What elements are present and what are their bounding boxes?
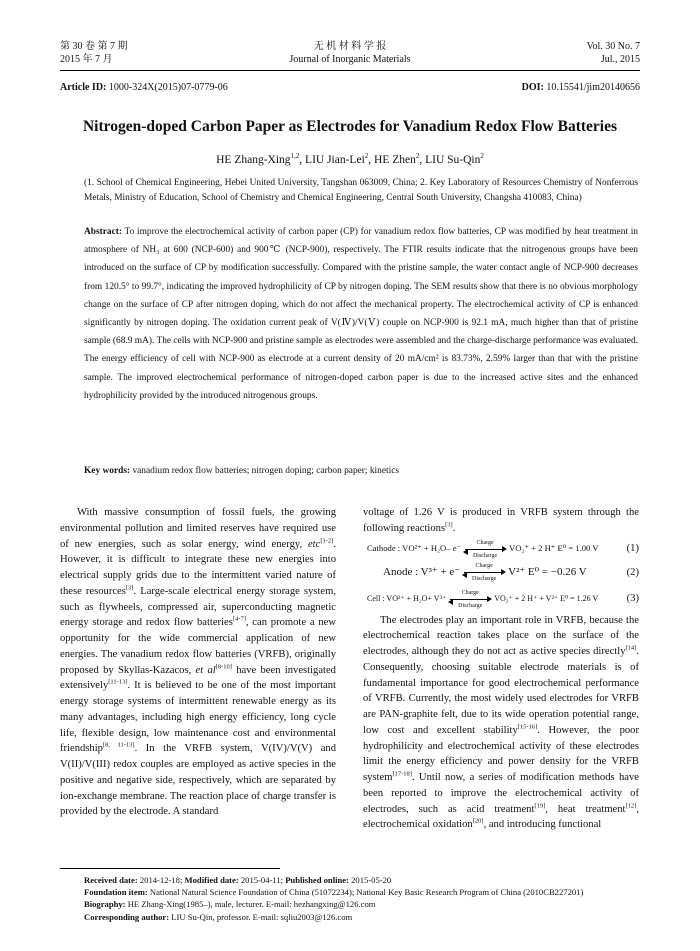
citation: [17-18]	[392, 770, 412, 778]
author-name: HE Zhang-Xing	[216, 153, 291, 166]
equation-rhs: V²⁺ E⁰ = −0.26 V	[508, 565, 587, 578]
equation-1	[363, 537, 639, 559]
citation: [15-16]	[517, 723, 538, 731]
date-chinese: 2015 年 7 月	[60, 54, 113, 65]
equation-3	[363, 587, 639, 609]
equilibrium-arrow-icon: Charge Discharge	[463, 542, 507, 556]
date-english: Jul., 2015	[600, 54, 640, 65]
keywords-text: vanadium redox flow batteries; nitrogen doping; carbon paper; kinetics	[132, 466, 400, 476]
equilibrium-arrow-icon: Charge Discharge	[462, 565, 506, 579]
author-name: LIU Su-Qin	[425, 153, 481, 166]
citation: [1-2]	[320, 536, 334, 544]
header-divider	[60, 70, 640, 71]
author-name: HE Zhen	[374, 153, 416, 166]
equation-2	[363, 559, 639, 587]
citation: [14]	[625, 644, 637, 652]
citation: [3]	[445, 521, 453, 529]
citation: [8-10]	[215, 662, 232, 670]
equation-number: (2)	[626, 566, 639, 578]
equation-lhs: Cell : VO²⁺ + H₂O+ V³⁺	[367, 593, 447, 603]
equation-number: (1)	[626, 542, 639, 554]
citation: [11-13]	[108, 678, 128, 686]
body-column-left	[60, 505, 336, 820]
biography-footnote: Biography: HE Zhang-Xing(1985–), male, lecturer. E-mail: hezhangxing@126.com	[84, 899, 376, 910]
author-affiliation-mark: 2	[364, 152, 369, 160]
keywords	[84, 466, 638, 476]
author-name: LIU Jian-Lei	[305, 153, 365, 166]
equation-lhs: Anode : V³⁺ + e⁻	[383, 565, 461, 578]
affiliations: (1. School of Chemical Engineering, Hebei United University, Tangshan 063009, China; 2. Key Laboratory of Resources Chemistry of Nonferrous Metals, Ministry of Education, School of Chemistry and Chemical Engineering, Central South University, Changsha 410083, China)	[84, 178, 638, 203]
citation: [8, 11-13]	[102, 741, 135, 749]
author-affiliation-mark: 2	[480, 152, 484, 160]
corresponding-author-footnote: Corresponding author: LIU Su-Qin, professor. E-mail: sqliu2003@126.com	[84, 911, 353, 922]
equation-rhs: VO₂⁺ + 2 H⁺ + V²⁺ E⁰ = 1.26 V	[494, 593, 599, 603]
dates-footnote: Received date: 2014-12-18; Modified date: 2015-04-11; Published online: 2015-05-20	[84, 875, 392, 885]
body-paragraph: The electrodes play an important role in VRFB, because the electrochemical reaction takes place on the surface of the electrodes, although they do not act as active species directly[14]. Consequently, choosing suitable electrode materials is of fundamental importance for good electrochemical performance of VRFB. Currently, the most widely used electrodes for VRFB are PAN-graphite felt, due to its wide operation potential range, low cost and excellent stability[15-16]. However, the poor hydrophilicity and electrochemical activity of these electrodes limit the energy efficiency and power density for the VRFB system[17-18]. Until now, a series of modification methods have been reported to improve the electrochemical activity of electrodes, such as acid treatment[19], heat treatment[12], electrochemical oxidation[20], and introducing functional	[363, 614, 640, 831]
citation: [12]	[625, 801, 637, 809]
equation-rhs: VO₂⁺ + 2 H⁺ E⁰ = 1.00 V	[509, 542, 599, 553]
article-id: Article ID: 1000-324X(2015)07-0779-06	[60, 82, 228, 93]
author-affiliation-mark: 2	[415, 152, 420, 160]
equilibrium-arrow-icon: Charge Discharge	[448, 592, 492, 606]
abstract-label: Abstract:	[84, 227, 123, 237]
foundation-footnote: Foundation item: National Natural Science Foundation of China (51072234); National Key Basic Research Program of China (2010CB227201)	[84, 887, 584, 898]
body-paragraph: With massive consumption of fossil fuels, the growing environmental pollution and limited reserves have required use of new energies, such as solar energy, wind energy, etc[1-2]. However, it is difficult to integrate these new energies into electrical supply grids due to the intermittent varied nature of these resources[3]. Large-scale electrical energy storage system, such as flywheels, compressed air, superconducting magnetic energy storage and redox flow batteries[4-7], can promote a new opportunity for the wide commercial application of new energies. The vanadium redox flow batteries (VRFB), originally proposed by Skyllas-Kazacos, et al[8-10] have been investigated extensively[11-13]. It is believed to be one of the most important energy storage systems of intermittent renewable energy as its many advantages, including high energy efficiency, long cycle life, flexible design, low maintenance cost and environmental friendship[8, 11-13]. In the VRFB system, V(IV)/V(V) and V(II)/V(III) redox couples are employed as active species in the positive and negative side, respectively, which are separated by ion-exchange membrane. The reaction place of charge transfer is provided by the electrode. A standard	[60, 507, 336, 818]
citation: [4-7]	[232, 615, 246, 623]
volume-chinese: 第 30 卷 第 7 期	[60, 41, 128, 52]
doi: DOI: 10.15541/jim20140656	[521, 82, 640, 93]
citation: [20]	[472, 817, 484, 825]
footnotes	[84, 874, 640, 923]
citation: [19]	[534, 801, 546, 809]
equation-lhs: Cathode : VO²⁺ + H₂O– e⁻	[367, 542, 462, 553]
keywords-label: Key words:	[84, 466, 131, 476]
volume-english: Vol. 30 No. 7	[586, 41, 640, 52]
abstract	[84, 223, 638, 405]
author-affiliation-mark: 1,2	[290, 152, 300, 160]
citation: [3]	[125, 584, 134, 592]
running-header-right	[587, 40, 640, 66]
journal-name-english: Journal of Inorganic Materials	[289, 54, 411, 65]
body-column-right	[363, 505, 639, 833]
abstract-text: To improve the electrochemical activity of carbon paper (CP) for vanadium redox flow batteries, CP was modified by heat treatment in atmosphere of NH₃ at 600 (NCP-600) and 900℃ (NCP-900), respectively. The FTIR results indicate that the nitrogenous groups have been introduced on the surface of CP by modification successfully. Compared with the pristine sample, the water contact angle of NCP-900 decreases from 120.5° to 99.7°, indicating the improved hydrophilicity of CP by nitrogen doping. The SEM results show that there is no obvious morphology change on the surface of CP after nitrogen doping, which do not affect the mechanical property. The electrochemical activity of CP is enhanced significantly by nitrogen doping. The oxidation current peak of V(Ⅳ)/V(Ⅴ) couple on NCP-900 is 92.1 mA, much higher than that of pristine sample (68.9 mA). The cells with NCP-900 and pristine sample as electrodes were assembled and the charge-discharge performance was evaluated. The energy efficiency of cell with NCP-900 as electrode at a current density of 20 mA/cm² is 83.73%, 2.59% larger than that with the pristine sample. The improved electrochemical performance of nitrogen-doped carbon paper is due to the increased active sites and the enhanced hydrophilicity provided by the introduced nitrogenous groups.	[84, 227, 638, 401]
author-list: HE Zhang-Xing$^{1,2}$, LIU Jian-Lei$^2$, HE Zhen$^2$, LIU Su-Qin$^2$	[216, 152, 484, 166]
journal-name-chinese: 无 机 材 料 学 报	[313, 41, 387, 52]
body-paragraph: voltage of 1.26 V is produced in VRFB system through the following reactions[3].	[363, 507, 639, 534]
paper-title: Nitrogen-doped Carbon Paper as Electrodes for Vanadium Redox Flow Batteries	[82, 118, 618, 135]
footnote-divider	[60, 868, 280, 869]
equation-number: (3)	[626, 592, 639, 604]
